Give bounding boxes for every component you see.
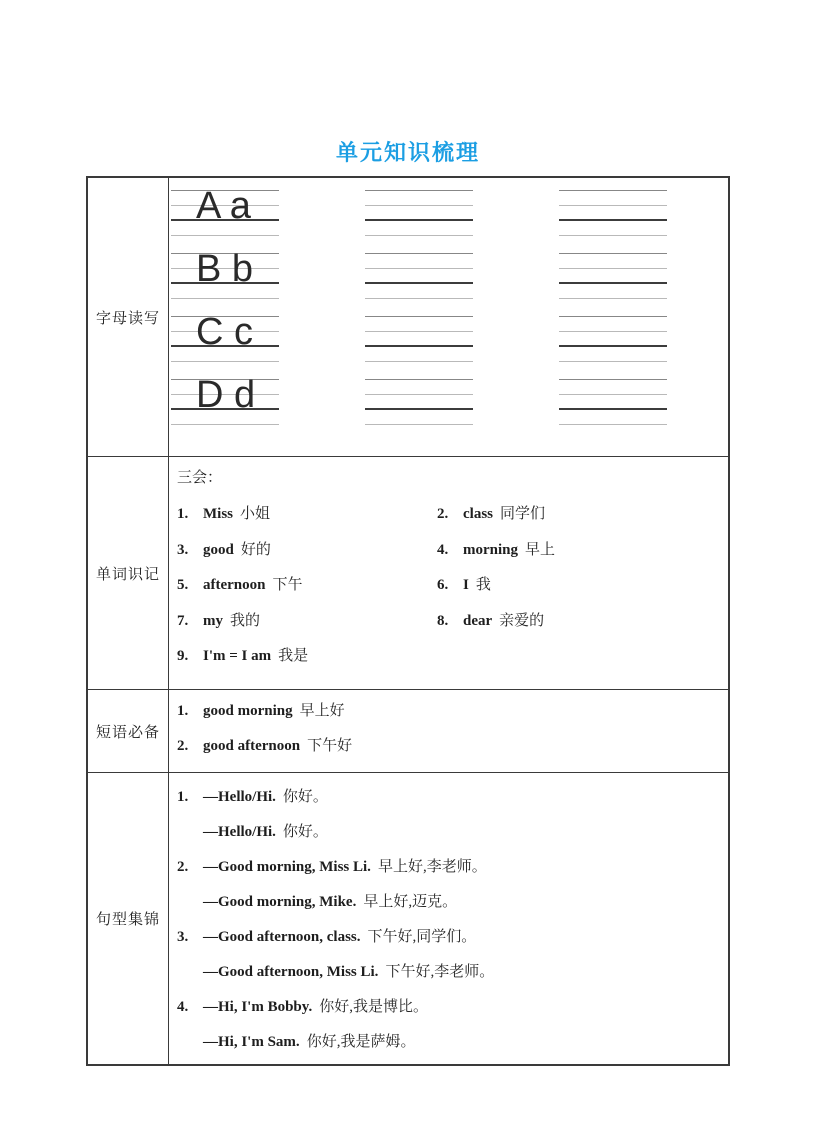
guide-line-top xyxy=(365,253,473,254)
four-line-group-blank xyxy=(559,379,667,425)
practice-column-letters xyxy=(171,185,279,425)
sentence-english: —Good afternoon, Miss Li. xyxy=(203,964,379,980)
word-number: 7. xyxy=(177,612,189,629)
letter-pair: C c xyxy=(196,311,253,353)
four-line-group-blank xyxy=(559,316,667,362)
sentence-english: —Hello/Hi. xyxy=(203,789,276,805)
word-chinese: 我的 xyxy=(230,612,261,629)
guide-line-baseline xyxy=(365,345,473,347)
guide-line-top xyxy=(365,379,473,380)
guide-line-descender xyxy=(559,361,667,362)
sentence-line xyxy=(177,815,728,850)
letter-pair: D d xyxy=(196,374,256,416)
words-intro: 三会： xyxy=(177,470,223,486)
sentence-number: 3. xyxy=(177,929,189,945)
sentence-chinese: 下午好,同学们。 xyxy=(367,929,477,945)
four-line-group-blank xyxy=(365,379,473,425)
guide-line-descender xyxy=(365,361,473,362)
practice-column-blank-2 xyxy=(559,190,667,425)
word-number: 8. xyxy=(437,612,449,629)
word-english: class xyxy=(463,506,493,522)
row-words xyxy=(87,457,729,690)
guide-line-baseline xyxy=(559,219,667,221)
sentence-line xyxy=(177,1025,728,1060)
word-item xyxy=(177,568,437,604)
word-chinese: 我是 xyxy=(278,648,309,664)
word-chinese: 我 xyxy=(475,577,491,593)
four-line-group xyxy=(171,311,279,362)
words-cell xyxy=(169,457,730,690)
word-item xyxy=(437,604,728,640)
guide-line-top xyxy=(559,190,667,191)
sentence-line xyxy=(177,885,728,920)
guide-line-upper-mid xyxy=(365,394,473,395)
word-number: 6. xyxy=(437,577,449,593)
guide-line-upper-mid xyxy=(559,205,667,206)
guide-line-top xyxy=(365,316,473,317)
sentence-line xyxy=(177,990,728,1025)
word-chinese: 亲爱的 xyxy=(499,612,545,629)
row-letter-writing xyxy=(87,177,729,457)
guide-line-baseline xyxy=(559,408,667,410)
sentence-chinese: 早上好,李老师。 xyxy=(377,859,487,875)
sentence-chinese: 你好。 xyxy=(282,824,328,840)
four-line-group-blank xyxy=(559,253,667,299)
guide-line-descender xyxy=(171,361,279,362)
guide-line-upper-mid xyxy=(365,331,473,332)
word-item xyxy=(177,639,437,675)
word-chinese: 好的 xyxy=(240,541,271,558)
sentence-english: —Hello/Hi. xyxy=(203,824,276,840)
phrase-chinese: 早上好 xyxy=(299,703,345,719)
word-item xyxy=(437,533,728,569)
row-label-phrases: 短语必备 xyxy=(87,690,169,773)
word-english: good xyxy=(203,541,234,558)
sentence-english: —Hi, I'm Sam. xyxy=(203,1034,300,1050)
phrase-chinese: 下午好 xyxy=(307,738,353,754)
sentence-line xyxy=(177,850,728,885)
four-line-group-blank xyxy=(365,253,473,299)
word-chinese: 小姐 xyxy=(240,506,271,522)
phrase-list xyxy=(177,694,728,764)
sentence-english: —Good morning, Mike. xyxy=(203,894,357,910)
guide-line-baseline xyxy=(365,408,473,410)
sentence-chinese: 你好,我是博比。 xyxy=(319,999,428,1015)
letter-pair: B b xyxy=(196,248,254,290)
four-line-group xyxy=(171,248,279,299)
sentence-number: 2. xyxy=(177,859,189,875)
row-sentences xyxy=(87,773,729,1066)
row-label-words: 单词识记 xyxy=(87,457,169,690)
four-line-group-blank xyxy=(559,190,667,236)
sentence-number: 1. xyxy=(177,789,189,805)
practice-column-blank-1 xyxy=(365,190,473,425)
guide-line-descender xyxy=(365,235,473,236)
four-line-group xyxy=(171,374,279,425)
row-label-sentences: 句型集锦 xyxy=(87,773,169,1066)
word-chinese: 同学们 xyxy=(500,506,546,522)
sentence-english: —Good morning, Miss Li. xyxy=(203,859,371,875)
sentence-chinese: 你好。 xyxy=(282,789,328,805)
word-item xyxy=(437,568,728,604)
letter-practice-area xyxy=(171,185,728,425)
guide-line-descender xyxy=(365,424,473,425)
word-number: 9. xyxy=(177,648,189,664)
phrases-cell xyxy=(169,690,730,773)
sentence-line xyxy=(177,955,728,990)
phrase-english: good afternoon xyxy=(203,738,301,754)
guide-line-upper-mid xyxy=(559,394,667,395)
sentence-english: —Hi, I'm Bobby. xyxy=(203,999,313,1015)
word-item xyxy=(177,533,437,569)
sentence-chinese: 早上好,迈克。 xyxy=(363,894,458,910)
guide-line-descender xyxy=(559,235,667,236)
guide-line-baseline xyxy=(365,282,473,284)
four-line-group-blank xyxy=(365,316,473,362)
four-line-group xyxy=(171,185,279,236)
guide-line-baseline xyxy=(559,345,667,347)
knowledge-table xyxy=(86,176,730,1066)
word-item xyxy=(437,497,728,533)
guide-line-top xyxy=(559,316,667,317)
sentence-number: 4. xyxy=(177,999,189,1015)
sentences-cell xyxy=(169,773,730,1066)
word-number: 1. xyxy=(177,506,189,522)
phrase-english: good morning xyxy=(203,703,293,719)
sentence-chinese: 下午好,李老师。 xyxy=(385,964,495,980)
word-english: my xyxy=(203,612,223,629)
guide-line-descender xyxy=(171,235,279,236)
page-title: 单元知识梳理 xyxy=(335,140,480,165)
word-item xyxy=(177,604,437,640)
letter-practice-cell xyxy=(169,177,730,457)
word-number: 5. xyxy=(177,577,189,593)
word-english: Miss xyxy=(203,506,233,522)
guide-line-descender xyxy=(171,298,279,299)
word-english: I'm = I am xyxy=(203,648,272,664)
word-number: 4. xyxy=(437,541,449,558)
sentence-line xyxy=(177,780,728,815)
guide-line-top xyxy=(559,253,667,254)
word-english: afternoon xyxy=(203,577,266,593)
word-english: morning xyxy=(463,541,519,558)
guide-line-top xyxy=(559,379,667,380)
phrase-number: 2. xyxy=(177,738,189,754)
row-label-letter-writing: 字母读写 xyxy=(87,177,169,457)
sentence-english: —Good afternoon, class. xyxy=(203,929,361,945)
guide-line-descender xyxy=(559,298,667,299)
word-english: dear xyxy=(463,612,493,629)
guide-line-baseline xyxy=(365,219,473,221)
guide-line-descender xyxy=(365,298,473,299)
sentence-chinese: 你好,我是萨姆。 xyxy=(306,1034,416,1050)
four-line-group-blank xyxy=(365,190,473,236)
word-chinese: 下午 xyxy=(272,577,303,593)
guide-line-upper-mid xyxy=(559,331,667,332)
guide-line-upper-mid xyxy=(559,268,667,269)
letter-pair: A a xyxy=(196,185,251,227)
sentence-line xyxy=(177,920,728,955)
guide-line-top xyxy=(365,190,473,191)
phrase-item xyxy=(177,729,728,764)
row-phrases xyxy=(87,690,729,773)
phrase-item xyxy=(177,694,728,729)
phrase-number: 1. xyxy=(177,703,189,719)
guide-line-descender xyxy=(171,424,279,425)
guide-line-upper-mid xyxy=(365,268,473,269)
word-list xyxy=(177,497,728,675)
guide-line-descender xyxy=(559,424,667,425)
sentence-list xyxy=(177,780,728,1060)
word-chinese: 早上 xyxy=(525,541,556,558)
word-item xyxy=(177,497,437,533)
word-english: I xyxy=(463,577,469,593)
guide-line-upper-mid xyxy=(365,205,473,206)
word-number: 3. xyxy=(177,541,189,558)
guide-line-baseline xyxy=(559,282,667,284)
word-number: 2. xyxy=(437,506,449,522)
